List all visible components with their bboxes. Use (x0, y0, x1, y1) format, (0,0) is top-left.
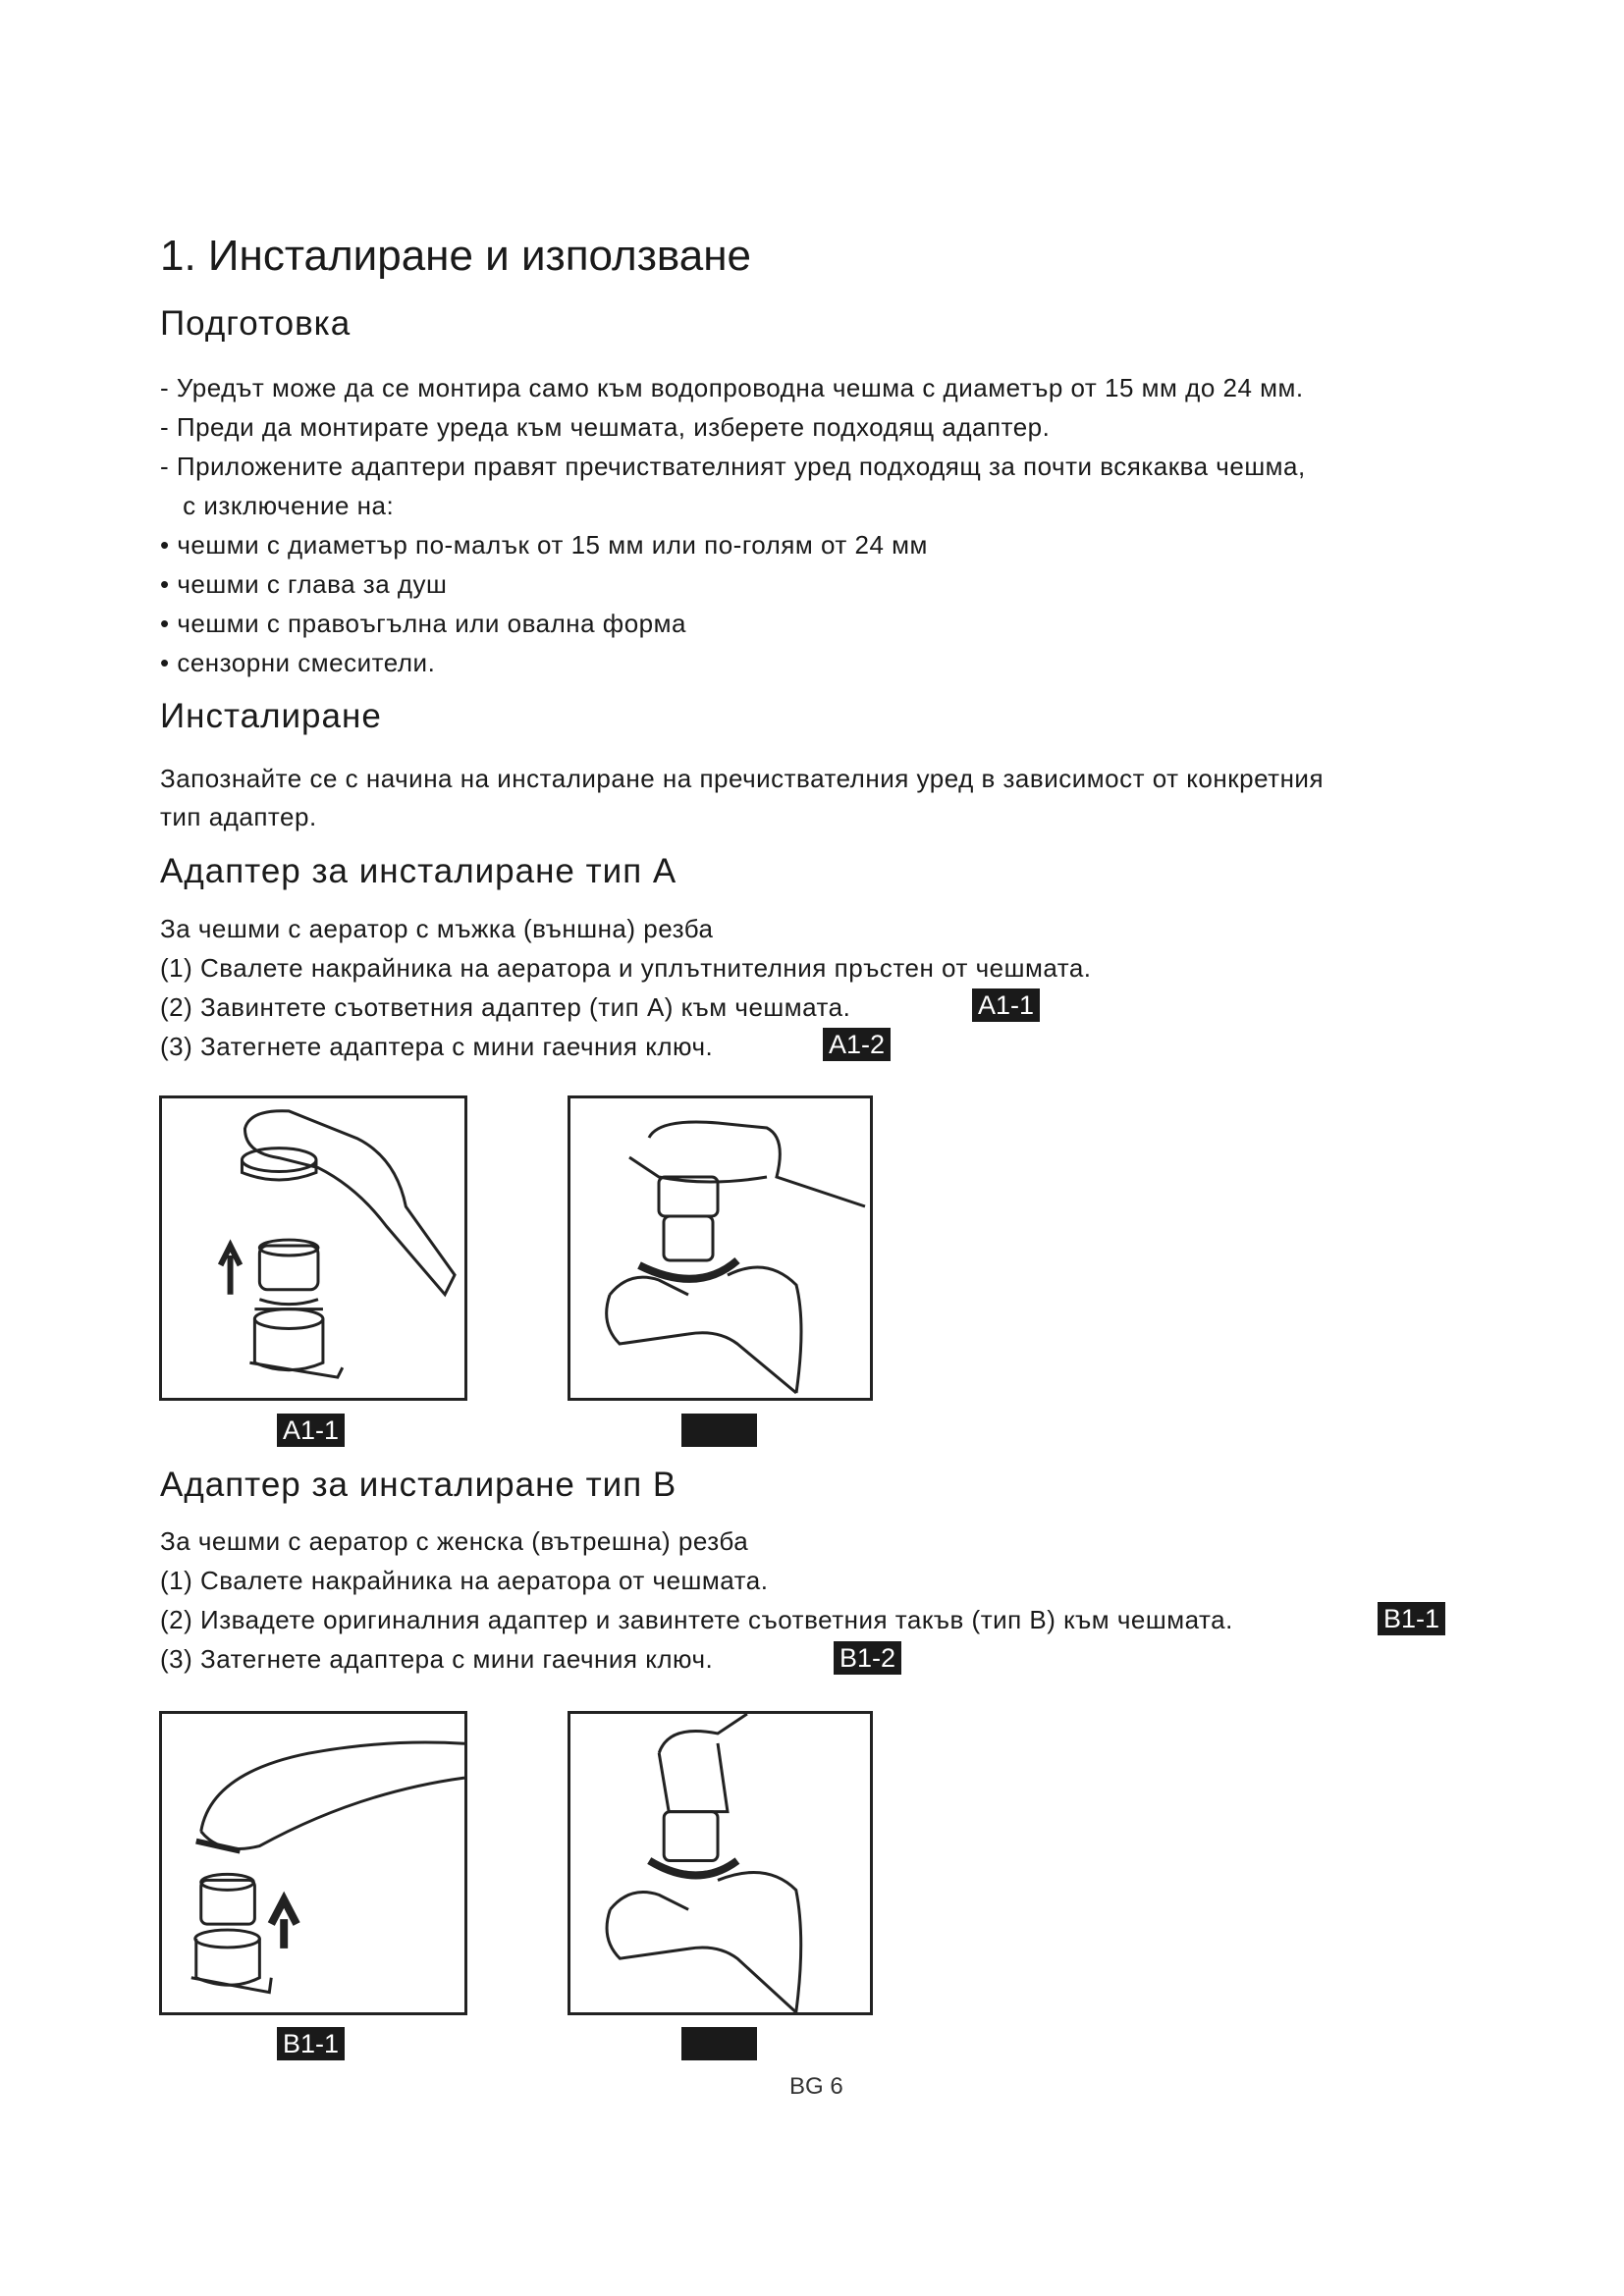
install-line: Запознайте се с начина на инсталиране на пречиствателния уред в зависимост от конкретния (160, 764, 1325, 793)
figure-a1-1 (159, 1095, 467, 1401)
figure-caption: A1-1 (277, 1414, 345, 1447)
type-b-heading: Адаптер за инсталиране тип B (160, 1466, 677, 1504)
prep-bullet: • чешми с глава за душ (160, 569, 448, 599)
prep-line: - Приложените адаптери правят пречиствателният уред подходящ за почти всякаква чешма, (160, 452, 1306, 481)
type-b-step: (1) Свалете накрайника на аератора от чешмата. (160, 1566, 769, 1595)
type-a-intro: За чешми с аератор с мъжка (външна) резба (160, 914, 714, 943)
type-a-heading: Адаптер за инсталиране тип A (160, 852, 677, 890)
prep-heading: Подготовка (160, 304, 352, 343)
figure-tag: B1-1 (1378, 1602, 1445, 1635)
install-heading: Инсталиране (160, 697, 382, 735)
type-a-step: (1) Свалете накрайника на аератора и уплътнителния пръстен от чешмата. (160, 953, 1092, 983)
section-title: 1. Инсталиране и използване (160, 232, 752, 280)
prep-bullet: • сензорни смесители. (160, 648, 436, 677)
figure-tag: B1-2 (834, 1641, 901, 1675)
install-line: тип адаптер. (160, 802, 317, 831)
type-a-step: (3) Затегнете адаптера с мини гаечния ключ. (160, 1032, 714, 1061)
redacted-caption (681, 2027, 757, 2060)
prep-bullet: • чешми с правоъгълна или овална форма (160, 609, 686, 638)
type-b-intro: За чешми с аератор с женска (вътрешна) резба (160, 1526, 749, 1556)
figure-a1-2 (568, 1095, 873, 1401)
prep-bullet: • чешми с диаметър по-малък от 15 мм или по-голям от 24 мм (160, 530, 928, 560)
figure-caption: B1-1 (277, 2027, 345, 2060)
figure-b1-1 (159, 1711, 467, 2015)
type-b-step: (2) Извадете оригиналния адаптер и завинтете съответния такъв (тип B) към чешмата. (160, 1605, 1233, 1634)
prep-line: с изключение на: (160, 491, 395, 520)
figure-b1-2 (568, 1711, 873, 2015)
prep-line: - Преди да монтирате уреда към чешмата, изберете подходящ адаптер. (160, 412, 1051, 442)
redacted-caption (681, 1414, 757, 1447)
type-b-step: (3) Затегнете адаптера с мини гаечния ключ. (160, 1644, 714, 1674)
type-a-step: (2) Завинтете съответния адаптер (тип A) към чешмата. (160, 992, 851, 1022)
figure-tag: A1-1 (972, 988, 1040, 1022)
page-number: BG 6 (789, 2073, 843, 2100)
prep-line: - Уредът може да се монтира само към водопроводна чешма с диаметър от 15 мм до 24 мм. (160, 373, 1304, 402)
figure-tag: A1-2 (823, 1028, 891, 1061)
